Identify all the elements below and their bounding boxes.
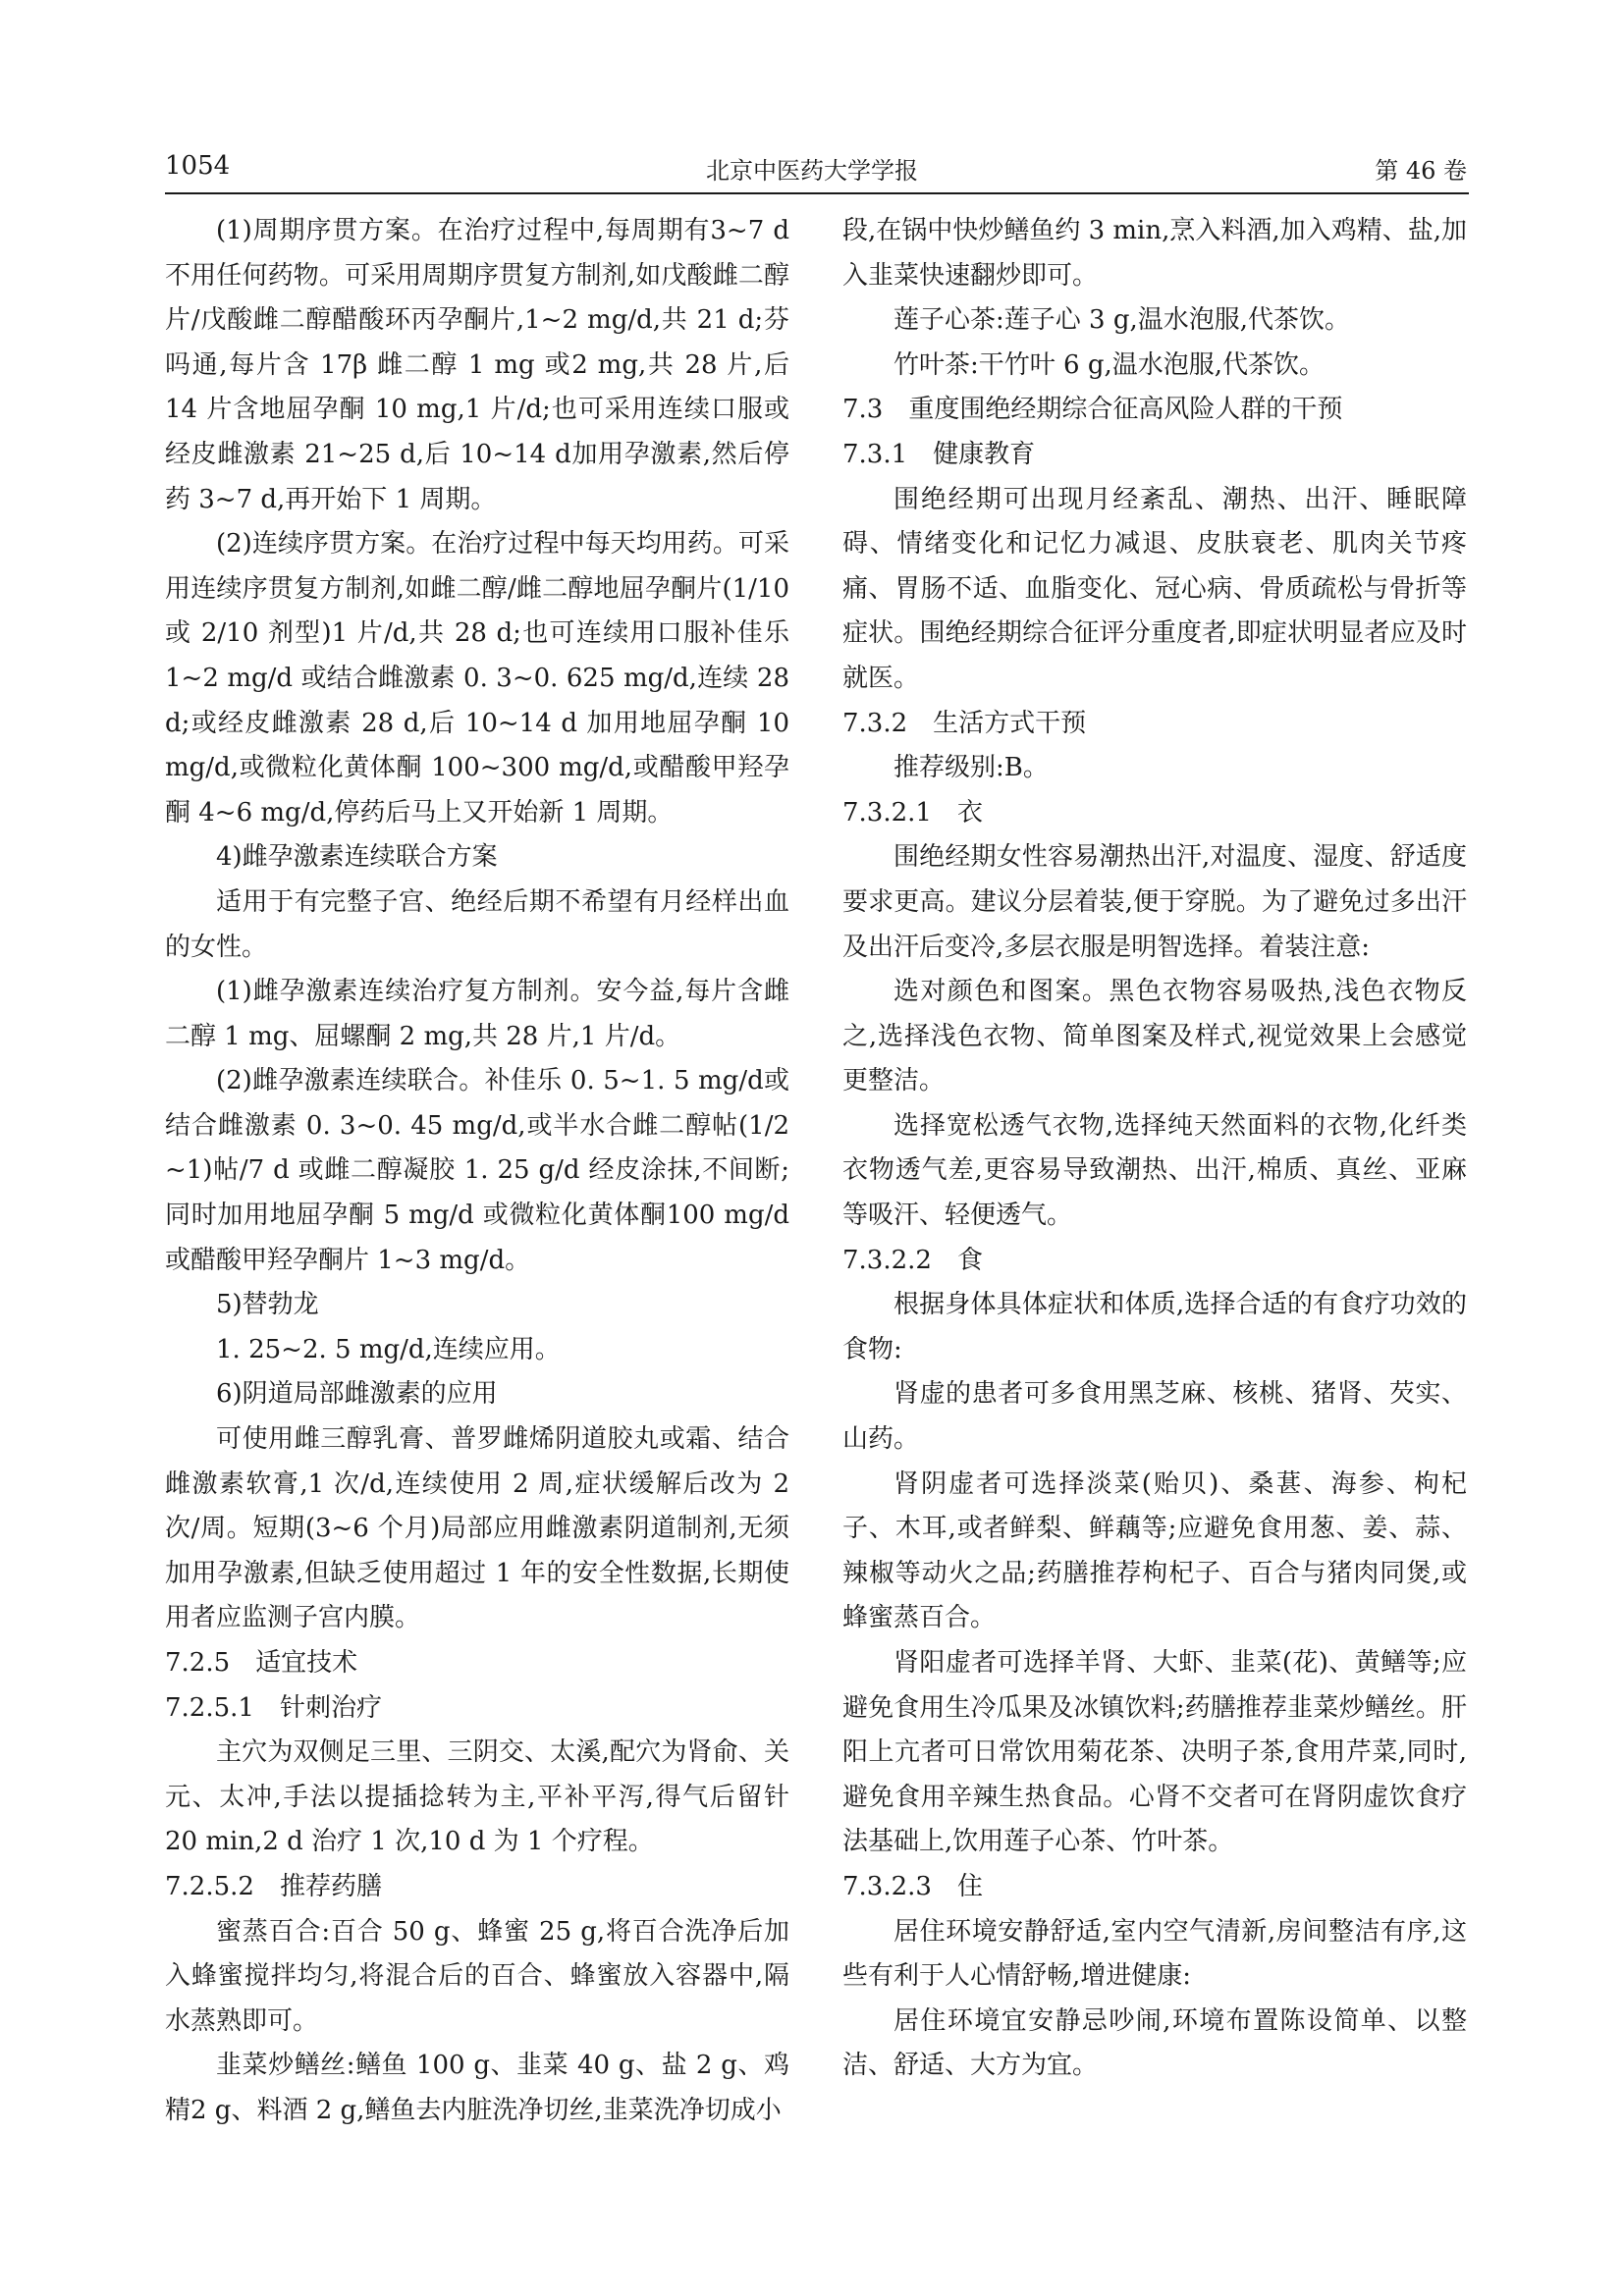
section-title: 推荐药膳	[279, 1871, 382, 1901]
paragraph: 5)替勃龙	[216, 1290, 319, 1320]
paragraph: 竹叶茶:干竹叶 6 g,温水泡服,代茶饮。	[893, 349, 1326, 380]
section-number: 7.2.5.1	[165, 1692, 254, 1723]
section-number: 7.3	[842, 395, 884, 425]
section-heading	[842, 791, 1467, 836]
paragraph: 韭菜炒鳝丝:鳝鱼 100 g、韭菜 40 g、盐 2 g、鸡精2 g、料酒 2 g,鳝鱼去内脏洗净切丝,韭菜洗净切成小	[165, 2051, 789, 2125]
paragraph: 围绝经期可出现月经紊乱、潮热、出汗、睡眠障碍、情绪变化和记忆力减退、皮肤衰老、肌肉关节疼痛、胃肠不适、血脂变化、冠心病、骨质疏松与骨折等症状。围绝经期综合征评分重度者,即症状明显者应及时就医。	[842, 484, 1467, 693]
section-number: 7.2.5	[165, 1648, 231, 1678]
section-number: 7.2.5.2	[165, 1871, 254, 1901]
section-number: 7.3.1	[842, 439, 908, 469]
section-heading	[165, 1865, 789, 1910]
paragraph: 段,在锅中快炒鳝鱼约 3 min,烹入料酒,加入鸡精、盐,加入韭菜快速翻炒即可。	[842, 216, 1467, 291]
section-number: 7.3.2.1	[842, 797, 932, 828]
section-heading	[842, 1865, 1467, 1910]
paragraph: (1)雌孕激素连续治疗复方制剂。安今益,每片含雌二醇 1 mg、屈螺酮 2 mg,共 28 片,1 片/d。	[165, 977, 789, 1051]
paragraph: 主穴为双侧足三里、三阴交、太溪,配穴为肾俞、关元、太冲,手法以提插捻转为主,平补平泻,得气后留针 20 min,2 d 治疗 1 次,10 d 为 1 个疗程。	[165, 1737, 789, 1857]
section-number: 7.3.2.2	[842, 1245, 932, 1275]
paragraph: 适用于有完整子宫、绝经后期不希望有月经样出血的女性。	[165, 886, 789, 962]
page-header	[0, 0, 1624, 196]
section-title: 健康教育	[933, 439, 1036, 469]
section-title: 食	[956, 1245, 983, 1275]
paragraph: 居住环境宜安静忌吵闹,环境布置陈设简单、以整洁、舒适、大方为宜。	[842, 2005, 1467, 2081]
paragraph: 可使用雌三醇乳膏、普罗雌烯阴道胶丸或霜、结合雌激素软膏,1 次/d,连续使用 2 周,症状缓解后改为 2 次/周。短期(3~6 个月)局部应用雌激素阴道制剂,无须加用孕激素,但缺乏使用超过 1 年的安全性数据,长期使用者应监测子宫内膜。	[165, 1424, 789, 1633]
paragraph: 1. 25~2. 5 mg/d,连续应用。	[216, 1334, 561, 1364]
section-heading	[842, 702, 1467, 747]
paragraph: 推荐级别:B。	[893, 753, 1049, 783]
section-number: 7.3.2	[842, 708, 908, 738]
paragraph: (2)连续序贯方案。在治疗过程中每天均用药。可采用连续序贯复方制剂,如雌二醇/雌二醇地屈孕酮片(1/10 或 2/10 剂型)1 片/d,共 28 d;也可连续用口服补佳乐 1~2 mg/d 或结合雌激素 0. 3~0. 625 mg/d,连续 28 d;或经皮雌激素 28 d,后 10~14 d 加用地屈孕酮 10 mg/d,或微粒化黄体酮 100~300 mg/d,或醋酸甲羟孕酮 4~6 mg/d,停药后马上又开始新 1 周期。	[165, 529, 789, 828]
paragraph: 居住环境安静舒适,室内空气清新,房间整洁有序,这些有利于人心情舒畅,增进健康:	[842, 1916, 1467, 1992]
paragraph: 根据身体具体症状和体质,选择合适的有食疗功效的食物:	[842, 1290, 1467, 1364]
paragraph: 莲子心茶:莲子心 3 g,温水泡服,代茶饮。	[893, 305, 1351, 336]
paragraph: 6)阴道局部雌激素的应用	[216, 1379, 498, 1410]
paragraph: (1)周期序贯方案。在治疗过程中,每周期有3~7 d 不用任何药物。可采用周期序贯复方制剂,如戊酸雌二醇片/戊酸雌二醇醋酸环丙孕酮片,1~2 mg/d,共 21 d;芬吗通,每片含 17β 雌二醇 1 mg 或2 mg,共 28 片,后 14 片含地屈孕酮 10 mg,1 片/d;也可采用连续口服或经皮雌激素 21~25 d,后 10~14 d加用孕激素,然后停药 3~7 d,再开始下 1 周期。	[165, 216, 789, 514]
paragraph: 选择宽松透气衣物,选择纯天然面料的衣物,化纤类衣物透气差,更容易导致潮热、出汗,棉质、真丝、亚麻等吸汗、轻便透气。	[842, 1110, 1467, 1231]
section-heading	[842, 433, 1467, 478]
section-title: 重度围绝经期综合征高风险人群的干预	[908, 395, 1343, 425]
section-title: 生活方式干预	[933, 708, 1087, 738]
paragraph: 肾阴虚者可选择淡菜(贻贝)、桑葚、海参、枸杞子、木耳,或者鲜梨、鲜藕等;应避免食用葱、姜、蒜、辣椒等动火之品;药膳推荐枸杞子、百合与猪肉同煲,或蜂蜜蒸百合。	[842, 1468, 1467, 1633]
section-number: 7.3.2.3	[842, 1871, 932, 1901]
section-heading	[842, 1239, 1467, 1284]
paragraph: 肾阳虚者可选择羊肾、大虾、韭菜(花)、黄鳝等;应避免食用生冷瓜果及冰镇饮料;药膳推荐韭菜炒鳝丝。肝阳上亢者可日常饮用菊花茶、决明子茶,食用芹菜,同时,避免食用辛辣生热食品。心肾不交者可在肾阴虚饮食疗法基础上,饮用莲子心茶、竹叶茶。	[842, 1648, 1467, 1857]
journal-title: 北京中医药大学学报	[706, 157, 918, 185]
section-title: 适宜技术	[255, 1648, 358, 1678]
paragraph: 蜜蒸百合:百合 50 g、蜂蜜 25 g,将百合洗净后加入蜂蜜搅拌均匀,将混合后的百合、蜂蜜放入容器中,隔水蒸熟即可。	[165, 1916, 789, 2036]
left-column	[165, 209, 789, 2134]
section-heading	[165, 1641, 789, 1686]
paragraph: 4)雌孕激素连续联合方案	[216, 842, 498, 873]
section-title: 住	[956, 1871, 983, 1901]
section-heading	[842, 388, 1467, 433]
header-rule	[165, 192, 1469, 194]
paragraph: 围绝经期女性容易潮热出汗,对温度、湿度、舒适度要求更高。建议分层着装,便于穿脱。为了避免过多出汗及出汗后变冷,多层衣服是明智选择。着装注意:	[842, 842, 1467, 962]
section-heading	[165, 1686, 789, 1732]
paragraph: (2)雌孕激素连续联合。补佳乐 0. 5~1. 5 mg/d或结合雌激素 0. 3~0. 45 mg/d,或半水合雌二醇帖(1/2 ~1)帖/7 d 或雌二醇凝胶 1. 25 g/d 经皮涂抹,不间断;同时加用地屈孕酮 5 mg/d 或微粒化黄体酮100 mg/d 或醋酸甲羟孕酮片 1~3 mg/d。	[165, 1066, 789, 1275]
right-column	[842, 209, 1467, 2089]
section-title: 衣	[956, 797, 983, 828]
paragraph: 肾虚的患者可多食用黑芝麻、核桃、猪肾、芡实、山药。	[842, 1379, 1467, 1455]
paragraph: 选对颜色和图案。黑色衣物容易吸热,浅色衣物反之,选择浅色衣物、简单图案及样式,视觉效果上会感觉更整洁。	[842, 977, 1467, 1096]
section-title: 针刺治疗	[279, 1692, 382, 1723]
page-number: 1054	[165, 151, 231, 181]
volume-label: 第 46 卷	[1375, 157, 1467, 185]
